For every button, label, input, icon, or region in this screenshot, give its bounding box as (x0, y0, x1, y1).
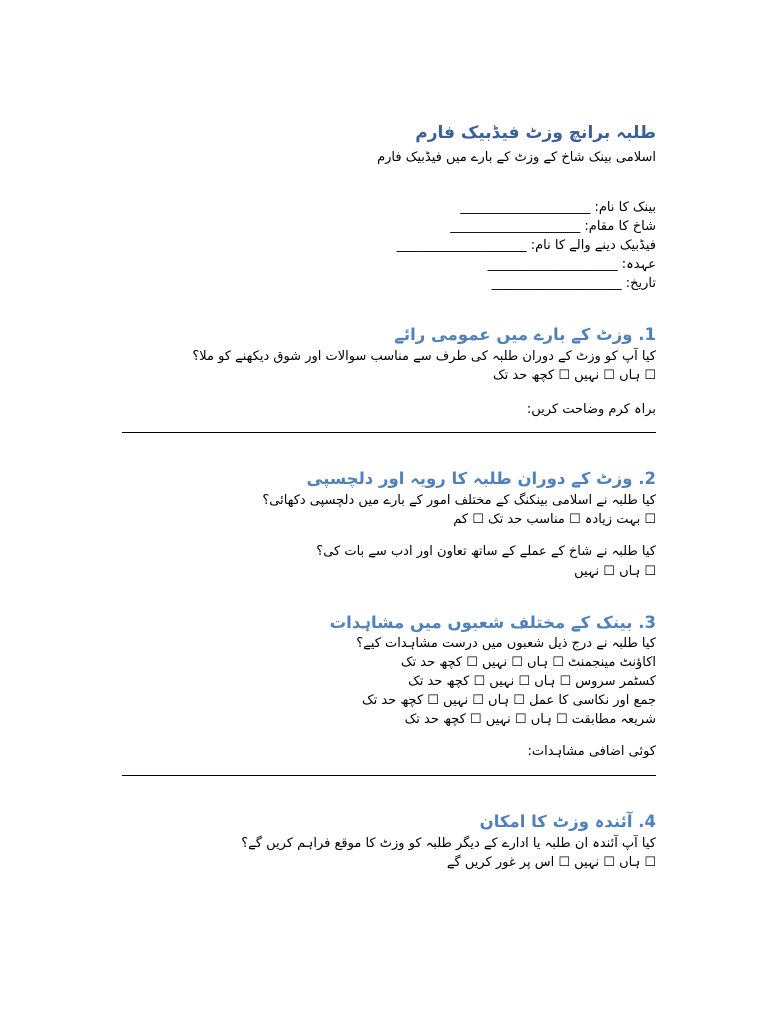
section2-question2-options: ☐ ہاں ☐ نہیں (574, 564, 656, 579)
section3-row-shariah-compliance: شریعہ مطابقت ☐ ہاں ☐ نہیں ☐ کچھ حد تک (404, 712, 656, 727)
field-branch-location: شاخ کا مقام: ____________________ (450, 219, 656, 234)
section3-heading: 3. بینک کے مختلف شعبوں میں مشاہدات (329, 613, 656, 632)
section2-question2: کیا طلبہ نے شاخ کے عملے کے ساتھ تعاون اور ادب سے بات کی؟ (316, 544, 656, 559)
section3-question: کیا طلبہ نے درج ذیل شعبوں میں درست مشاہدات کیے؟ (356, 636, 656, 651)
form-subtitle: اسلامی بینک شاخ کے وزٹ کے بارے میں فیڈبیک فارم (377, 150, 656, 165)
section1-answer-line (122, 432, 656, 433)
section3-answer-line (122, 775, 656, 776)
section4-heading: 4. آئندہ وزٹ کا امکان (479, 812, 656, 831)
section3-row-customer-service: کسٹمر سروس ☐ ہاں ☐ نہیں ☐ کچھ حد تک (408, 674, 656, 689)
section4-question: کیا آپ آئندہ ان طلبہ یا ادارے کے دیگر طلبہ کو وزٹ کا موقع فراہم کریں گے؟ (241, 836, 656, 851)
section3-extra-label: کوئی اضافی مشاہدات: (527, 744, 656, 759)
section1-heading: 1. وزٹ کے بارے میں عمومی رائے (394, 325, 656, 344)
section3-row-account-management: اکاؤنٹ مینجمنٹ ☐ ہاں ☐ نہیں ☐ کچھ حد تک (400, 655, 656, 670)
section2-question1: کیا طلبہ نے اسلامی بینکنگ کے مختلف امور کے بارے میں دلچسپی دکھائی؟ (262, 493, 656, 508)
section1-options: ☐ ہاں ☐ نہیں ☐ کچھ حد تک (493, 368, 656, 383)
form-title: طلبہ برانچ وزٹ فیڈبیک فارم (415, 123, 656, 143)
section1-explain-label: براہ کرم وضاحت کریں: (526, 402, 656, 417)
field-designation: عہدہ: ____________________ (487, 257, 656, 272)
field-respondent-name: فیڈبیک دینے والے کا نام: ____________________ (396, 238, 656, 253)
section4-options: ☐ ہاں ☐ نہیں ☐ اس پر غور کریں گے (446, 855, 656, 870)
section2-heading: 2. وزٹ کے دوران طلبہ کا رویہ اور دلچسپی (306, 469, 656, 488)
section1-question: کیا آپ کو وزٹ کے دوران طلبہ کی طرف سے مناسب سوالات اور شوق دیکھنے کو ملا؟ (192, 349, 656, 364)
field-date: تاریخ: ____________________ (491, 276, 656, 291)
section3-row-deposit-withdrawal: جمع اور نکاسی کا عمل ☐ ہاں ☐ نہیں ☐ کچھ حد تک (361, 693, 656, 708)
field-bank-name: بینک کا نام: ____________________ (460, 200, 656, 215)
section2-question1-options: ☐ بہت زیادہ ☐ مناسب حد تک ☐ کم (453, 512, 656, 527)
